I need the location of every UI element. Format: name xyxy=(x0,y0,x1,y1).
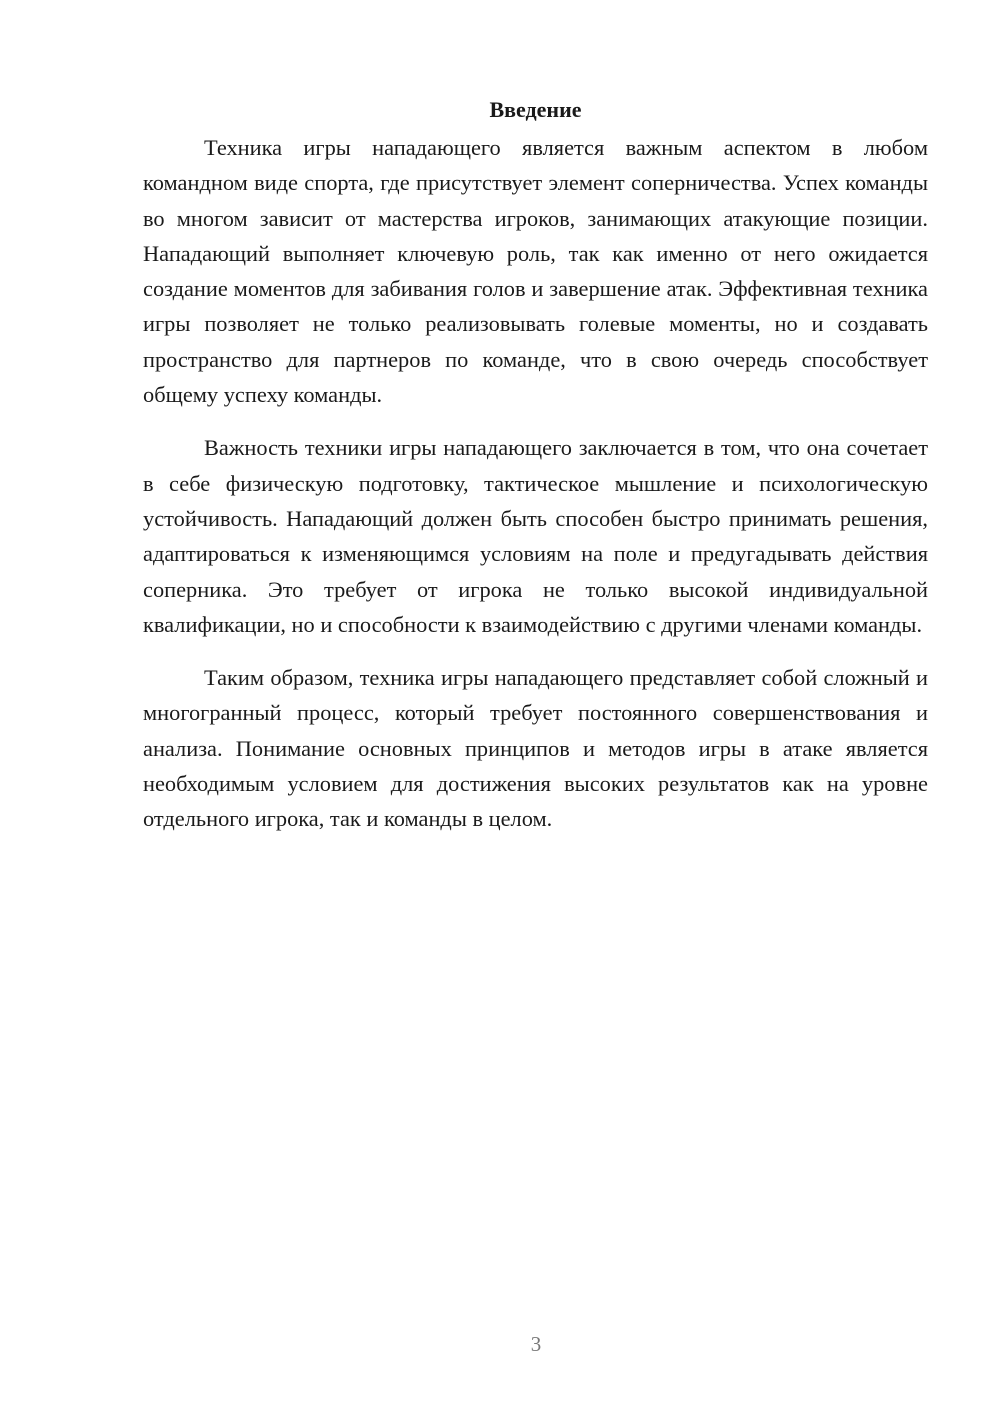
page-number: 3 xyxy=(530,1332,542,1356)
section-heading: Введение xyxy=(489,97,582,122)
page-content xyxy=(143,92,928,837)
paragraph-3: Таким образом, техника игры нападающего представляет собой сложный и многогранный процесс, который требует постоянного совершенствования и анализа. Понимание основных принципов и методов игры в атаке является необходимым условием для достижения высоких результатов как на уровне отдельного игрока, так и команды в целом. xyxy=(143,665,928,832)
paragraph-1: Техника игры нападающего является важным аспектом в любом командном виде спорта, где присутствует элемент соперничества. Успех команды во многом зависит от мастерства игроков, занимающих атакующие позиции. Нападающий выполняет ключевую роль, так как именно от него ожидается создание моментов для забивания голов и завершение атак. Эффективная техника игры позволяет не только реализовывать голевые моменты, но и создавать пространство для партнеров по команде, что в свою очередь способствует общему успеху команды. xyxy=(143,135,928,408)
paragraph-2: Важность техники игры нападающего заключается в том, что она сочетает в себе физическую подготовку, тактическое мышление и психологическую устойчивость. Нападающий должен быть способен быстро принимать решения, адаптироваться к изменяющимся условиям на поле и предугадывать действия соперника. Это требует от игрока не только высокой индивидуальной квалификации, но и способности к взаимодействию с другими членами команды. xyxy=(143,435,928,637)
